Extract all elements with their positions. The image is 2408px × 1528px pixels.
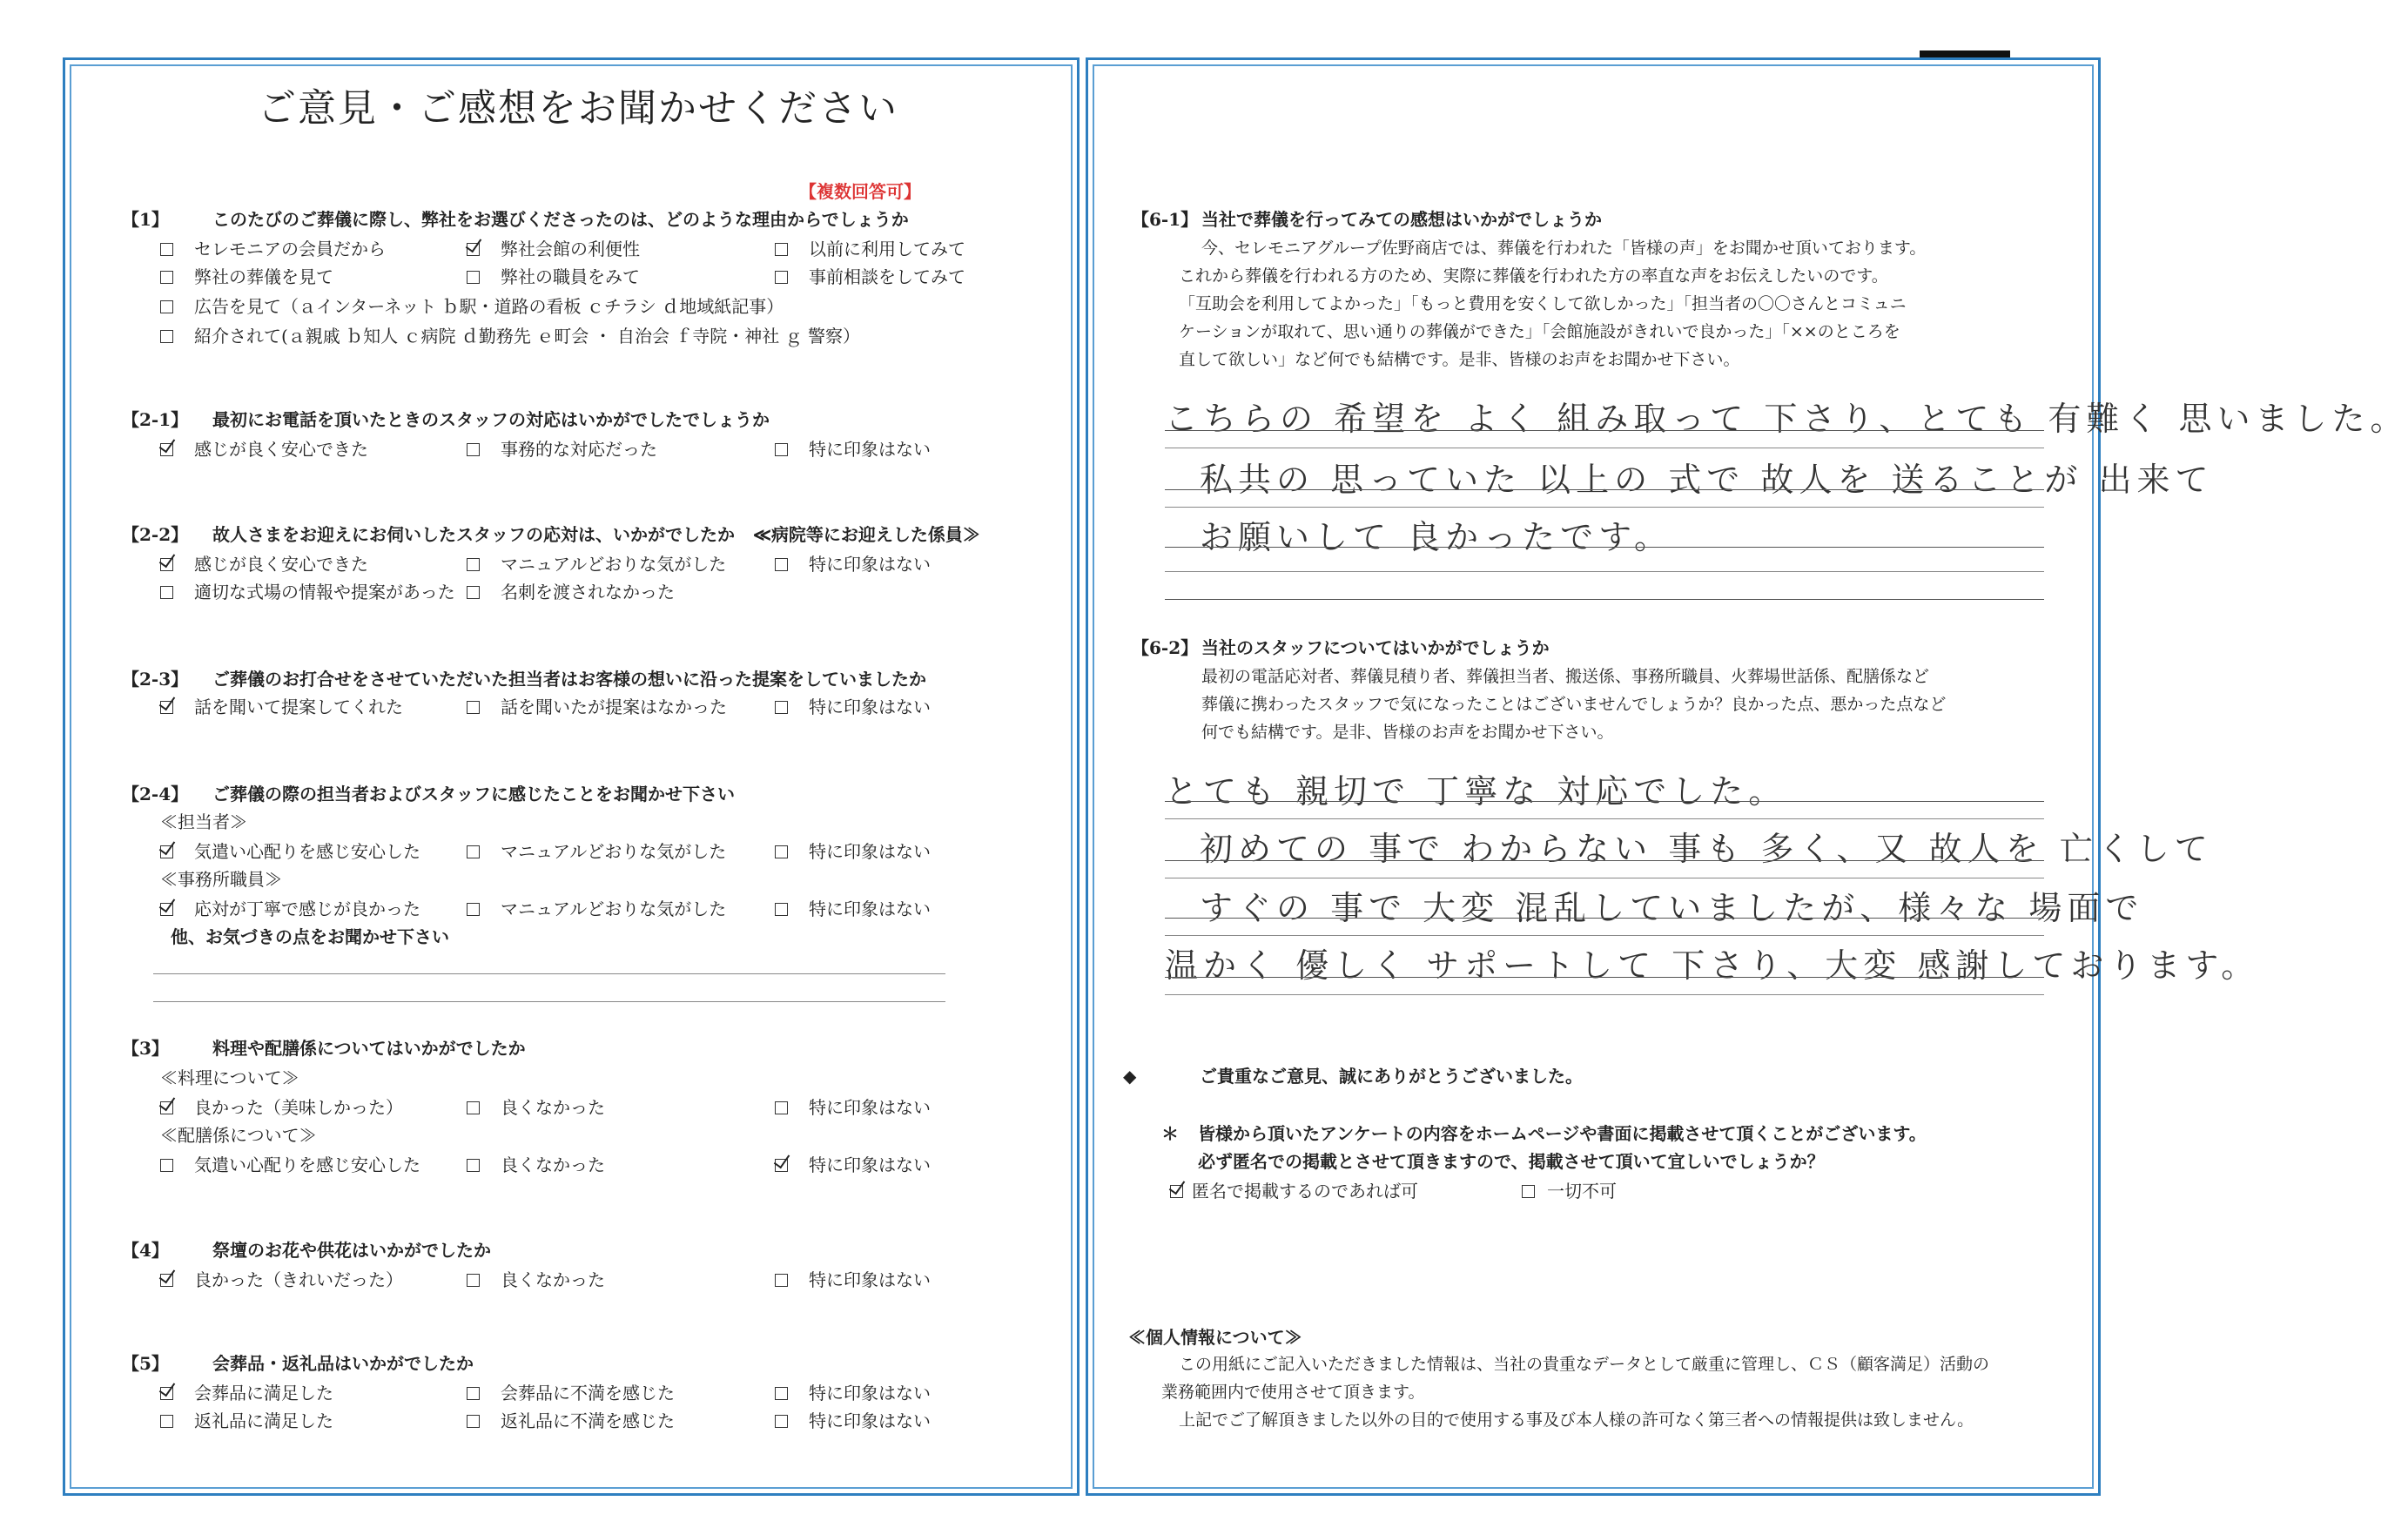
answer-line (1165, 818, 2044, 819)
q1-option[interactable] (467, 263, 640, 288)
q2-1-heading (122, 406, 770, 431)
option-label: セレモニアの会員だから (194, 239, 386, 259)
q1-option[interactable] (775, 235, 965, 260)
checkbox[interactable] (467, 1101, 480, 1114)
checkbox[interactable] (1170, 1185, 1183, 1198)
answer-line (1165, 507, 2044, 508)
q2-2-option[interactable] (467, 550, 726, 576)
option-label: 紹介されて(ａ親戚 ｂ知人 ｃ病院 ｄ勤務先 ｅ町会 ・ 自治会 ｆ寺院・神社 ｇ 警察） (194, 326, 861, 347)
option-label: 特に印象はない (809, 1383, 931, 1403)
checkbox[interactable] (467, 701, 480, 714)
q6-2-body-line: 葬儀に携わったスタッフで気になったことはございませんでしょうか？良かった点、悪かった点など (1201, 695, 1947, 714)
option-label: 話を聞いたが提案はなかった (501, 697, 727, 717)
q2-4-option[interactable] (467, 895, 726, 920)
checkbox[interactable] (775, 1101, 788, 1114)
q1-option[interactable] (775, 263, 965, 288)
q4-option[interactable] (467, 1266, 605, 1291)
q6-1-handwritten-line: 私共の 思っていた 以上の 式で 故人を 送ることが 出来て (1200, 461, 2214, 499)
option-label: 良くなかった (501, 1269, 605, 1290)
option-label: 弊社の職員をみて (501, 266, 640, 287)
checkbox[interactable] (160, 1274, 173, 1287)
q1-number: 【1】 (122, 209, 169, 230)
checkbox[interactable] (160, 558, 173, 571)
q3-option[interactable] (467, 1151, 605, 1176)
q6-2-handwritten-line: とても 親切で 丁寧な 対応でした。 (1165, 772, 1787, 811)
option-label: 話を聞いて提案してくれた (194, 697, 403, 717)
publish-option[interactable] (1522, 1177, 1617, 1202)
q3-option[interactable] (467, 1094, 605, 1119)
q6-2-body-line: 最初の電話応対者、葬儀見積り者、葬儀担当者、搬送係、事務所職員、火葬場世話係、配膳係など (1201, 667, 1930, 686)
checkbox[interactable] (160, 845, 173, 858)
thanks-text: ご貴重なご意見、誠にありがとうございました。 (1200, 1066, 1583, 1087)
q2-3-option[interactable] (467, 693, 727, 718)
q2-2-note: ≪病院等にお迎えした係員≫ (752, 524, 980, 545)
answer-line (1165, 977, 2044, 978)
q2-4-other-prompt: 他、お気づきの点をお聞かせ下さい (171, 926, 449, 947)
q6-1-body-line: 直して欲しい」など何でも結構です。是非、皆様のお声をお聞かせ下さい。 (1179, 350, 1740, 369)
option-label: 良かった（美味しかった） (194, 1097, 403, 1118)
option-label: 弊社の葬儀を見て (194, 266, 333, 287)
q2-2-option[interactable] (160, 578, 455, 603)
q2-3-option[interactable] (160, 693, 403, 718)
privacy-title: ≪個人情報について≫ (1128, 1327, 1302, 1348)
option-label: 特に印象はない (809, 554, 931, 575)
q2-2-option[interactable] (160, 550, 368, 576)
diamond-bullet-icon: ◆ (1123, 1066, 1137, 1087)
checkbox[interactable] (775, 243, 788, 256)
checkbox[interactable] (467, 1387, 480, 1400)
checkbox[interactable] (467, 558, 480, 571)
q4-text: 祭壇のお花や供花はいかがでしたか (212, 1240, 491, 1261)
checkbox[interactable] (467, 271, 480, 284)
checkbox[interactable] (160, 903, 173, 916)
q2-1-option[interactable] (775, 435, 931, 461)
q5-heading (122, 1350, 474, 1375)
q6-1-number: 【6-1】 (1132, 209, 1199, 230)
comment-line[interactable] (153, 973, 945, 974)
option-label: 名刺を渡されなかった (501, 582, 675, 602)
checkbox[interactable] (775, 1387, 788, 1400)
checkbox[interactable] (160, 271, 173, 284)
checkbox[interactable] (467, 586, 480, 599)
option-label: 良くなかった (501, 1154, 605, 1175)
answer-line (1165, 547, 2044, 548)
option-label: マニュアルどおりな気がした (501, 899, 727, 919)
q4-option[interactable] (160, 1266, 403, 1291)
option-label: 感じが良く安心できた (194, 439, 368, 460)
q2-3-text: ご葬儀のお打合せをさせていただいた担当者はお客様の想いに沿った提案をしていましたか (212, 669, 926, 690)
checkbox[interactable] (775, 701, 788, 714)
q1-option[interactable] (160, 235, 386, 260)
q6-2-handwritten-line: 温かく 優しく サポートして 下さり、大変 感謝しております。 (1165, 946, 2260, 985)
q6-2-number: 【6-2】 (1132, 637, 1199, 658)
option-label: 特に印象はない (809, 899, 931, 919)
checkbox[interactable] (467, 845, 480, 858)
q6-1-body-line: これから葬儀を行われる方のため、実際に葬儀を行われた方の率直な声をお伝えしたいのです。 (1179, 266, 1888, 286)
q5-option[interactable] (160, 1407, 333, 1432)
privacy-body-line: この用紙にご記入いただきました情報は、当社の貴重なデータとして厳重に管理し、ＣＳ（顧客満足）活動の (1179, 1355, 1990, 1374)
answer-line (1165, 599, 2044, 600)
q6-1-handwritten-line: こちらの 希望を よく 組み取って 下さり、とても 有難く 思いました。 (1165, 400, 2408, 438)
option-label: 感じが良く安心できた (194, 554, 368, 575)
publish-line-1 (1161, 1120, 1927, 1145)
checkbox[interactable] (160, 701, 173, 714)
q1-option[interactable] (160, 322, 860, 347)
q5-text: 会葬品・返礼品はいかがでしたか (212, 1353, 474, 1374)
checkbox[interactable] (775, 558, 788, 571)
checkbox[interactable] (775, 903, 788, 916)
answer-line (1165, 801, 2044, 802)
q1-option[interactable] (467, 235, 640, 260)
page-title: ご意見・ご感想をお聞かせください (258, 86, 898, 131)
option-label: 以前に利用してみて (809, 239, 965, 259)
q2-1-option[interactable] (467, 435, 657, 461)
thanks-line (1123, 1062, 1583, 1087)
q2-2-heading (122, 521, 980, 546)
q1-heading (122, 205, 909, 231)
q6-1-text: 当社で葬儀を行ってみての感想はいかがでしょうか (1201, 209, 1602, 230)
privacy-body-line: 業務範囲内で使用させて頂きます。 (1161, 1383, 1425, 1402)
answer-line (1165, 571, 2044, 572)
privacy-body-line: 上記でご了解頂きました以外の目的で使用する事及び本人様の許可なく第三者への情報提供は致しません。 (1179, 1410, 1974, 1430)
checkbox[interactable] (775, 1159, 788, 1172)
q6-1-heading (1132, 205, 1602, 231)
option-label: 匿名で掲載するのであれば可 (1192, 1181, 1418, 1202)
checkbox[interactable] (160, 330, 173, 343)
checkbox[interactable] (467, 1274, 480, 1287)
corner-mark (1920, 50, 2010, 57)
q5-option[interactable] (775, 1407, 931, 1432)
q3-option[interactable] (160, 1094, 403, 1119)
option-label: 広告を見て（ａインターネット ｂ駅・道路の看板 ｃチラシ ｄ地域紙記事） (194, 296, 784, 317)
q2-4-option[interactable] (160, 838, 420, 863)
checkbox[interactable] (160, 1415, 173, 1428)
option-label: 弊社会館の利便性 (501, 239, 640, 259)
checkbox[interactable] (1522, 1185, 1535, 1198)
q4-option[interactable] (775, 1266, 931, 1291)
q3-option[interactable] (775, 1151, 931, 1176)
option-label: 気遣い心配りを感じ安心した (194, 1154, 420, 1175)
option-label: 適切な式場の情報や提案があった (194, 582, 455, 602)
q6-2-text: 当社のスタッフについてはいかがでしょうか (1201, 637, 1550, 658)
q2-4-number: 【2-4】 (122, 784, 189, 804)
q2-1-option[interactable] (160, 435, 368, 461)
q2-4-option[interactable] (775, 895, 931, 920)
checkbox[interactable] (775, 1274, 788, 1287)
q2-4-sub-staff: ≪担当者≫ (160, 811, 247, 832)
checkbox[interactable] (775, 443, 788, 456)
q3-number: 【3】 (122, 1038, 169, 1059)
option-label: 特に印象はない (809, 1269, 931, 1290)
q2-3-heading (122, 665, 926, 690)
q6-2-handwritten-line: すぐの 事で 大変 混乱していましたが、様々な 場面で (1200, 889, 2144, 927)
option-label: マニュアルどおりな気がした (501, 841, 727, 862)
q6-1-handwritten-line: お願いして 良かったです。 (1200, 518, 1673, 556)
q2-4-option[interactable] (775, 838, 931, 863)
option-label: 特に印象はない (809, 1097, 931, 1118)
publish-text-1: 皆様から頂いたアンケートの内容をホームページや書面に掲載させて頂くことがございます。 (1198, 1123, 1927, 1144)
q2-4-option[interactable] (160, 895, 420, 920)
checkbox[interactable] (160, 243, 173, 256)
q6-1-body-line: ケーションが取れて、思い通りの葬儀ができた」「会館施設がきれいで良かった」「××のところを (1179, 322, 1900, 341)
option-label: マニュアルどおりな気がした (501, 554, 727, 575)
option-label: 特に印象はない (809, 1154, 931, 1175)
q4-heading (122, 1236, 491, 1262)
q5-option[interactable] (160, 1379, 333, 1404)
answer-line (1165, 489, 2044, 490)
q5-option[interactable] (467, 1379, 675, 1404)
answer-line (1165, 430, 2044, 431)
q5-number: 【5】 (122, 1353, 169, 1374)
checkbox[interactable] (160, 1159, 173, 1172)
comment-line[interactable] (153, 1001, 945, 1002)
checkbox[interactable] (160, 300, 173, 313)
q2-2-text: 故人さまをお迎えにお伺いしたスタッフの応対は、いかがでしたか (212, 524, 735, 545)
answer-line (1165, 935, 2044, 936)
q5-option[interactable] (775, 1379, 931, 1404)
checkbox[interactable] (467, 903, 480, 916)
q2-1-text: 最初にお電話を頂いたときのスタッフの対応はいかがでしたでしょうか (212, 409, 770, 430)
option-label: 返礼品に満足した (194, 1410, 333, 1431)
answer-line (1165, 860, 2044, 861)
checkbox[interactable] (160, 1387, 173, 1400)
publish-line-2: 必ず匿名での掲載とさせて頂きますので、掲載させて頂いて宜しいでしょうか？ (1198, 1151, 1825, 1172)
q2-2-number: 【2-2】 (122, 524, 189, 545)
checkbox[interactable] (160, 586, 173, 599)
option-label: 良かった（きれいだった） (194, 1269, 403, 1290)
q2-3-number: 【2-3】 (122, 669, 189, 690)
q6-1-body-line: 今、セレモニアグループ佐野商店では、葬儀を行われた「皆様の声」をお聞かせ頂いております。 (1201, 239, 1927, 258)
publish-option[interactable] (1170, 1177, 1418, 1202)
checkbox[interactable] (467, 243, 480, 256)
q3-sub-food: ≪料理について≫ (160, 1067, 299, 1088)
multi-answer-note: 【複数回答可】 (799, 181, 921, 202)
q2-2-option[interactable] (775, 550, 931, 576)
answer-line (1165, 994, 2044, 995)
q2-4-sub-office: ≪事務所職員≫ (160, 869, 282, 890)
asterisk-icon: ＊ (1161, 1123, 1179, 1144)
checkbox[interactable] (775, 271, 788, 284)
checkbox[interactable] (160, 443, 173, 456)
option-label: 事務的な対応だった (501, 439, 657, 460)
q3-option[interactable] (160, 1151, 420, 1176)
q3-option[interactable] (775, 1094, 931, 1119)
q1-option[interactable] (160, 293, 784, 318)
checkbox[interactable] (467, 1415, 480, 1428)
option-label: 一切不可 (1547, 1181, 1617, 1202)
checkbox[interactable] (775, 845, 788, 858)
q2-4-option[interactable] (467, 838, 726, 863)
checkbox[interactable] (467, 443, 480, 456)
checkbox[interactable] (467, 1159, 480, 1172)
q5-option[interactable] (467, 1407, 675, 1432)
q6-2-body-line: 何でも結構です。是非、皆様のお声をお聞かせ下さい。 (1201, 723, 1614, 742)
option-label: 特に印象はない (809, 439, 931, 460)
q2-4-heading (122, 780, 735, 805)
q2-4-text: ご葬儀の際の担当者およびスタッフに感じたことをお聞かせ下さい (212, 784, 735, 804)
option-label: 特に印象はない (809, 841, 931, 862)
option-label: 特に印象はない (809, 697, 931, 717)
q2-2-option[interactable] (467, 578, 675, 603)
option-label: 良くなかった (501, 1097, 605, 1118)
option-label: 事前相談をしてみて (809, 266, 965, 287)
answer-line (1165, 918, 2044, 919)
q6-1-body-line: 「互助会を利用してよかった」「もっと費用を安くして欲しかった」「担当者の〇〇さんとコミュニ (1179, 294, 1907, 313)
q3-sub-server: ≪配膳係について≫ (160, 1125, 317, 1146)
q3-text: 料理や配膳係についてはいかがでしたか (212, 1038, 526, 1059)
option-label: 気遣い心配りを感じ安心した (194, 841, 420, 862)
option-label: 会葬品に満足した (194, 1383, 333, 1403)
q2-1-number: 【2-1】 (122, 409, 189, 430)
q6-2-heading (1132, 634, 1550, 659)
q4-number: 【4】 (122, 1240, 169, 1261)
option-label: 応対が丁寧で感じが良かった (194, 899, 420, 919)
checkbox[interactable] (775, 1415, 788, 1428)
option-label: 特に印象はない (809, 1410, 931, 1431)
q1-text: このたびのご葬儀に際し、弊社をお選びくださったのは、どのような理由からでしょうか (212, 209, 909, 230)
q1-option[interactable] (160, 263, 333, 288)
q2-3-option[interactable] (775, 693, 931, 718)
q3-heading (122, 1034, 526, 1060)
q6-2-handwritten-line: 初めての 事で わからない 事も 多く、又 故人を 亡くして (1200, 830, 2213, 868)
option-label: 会葬品に不満を感じた (501, 1383, 675, 1403)
checkbox[interactable] (160, 1101, 173, 1114)
option-label: 返礼品に不満を感じた (501, 1410, 675, 1431)
